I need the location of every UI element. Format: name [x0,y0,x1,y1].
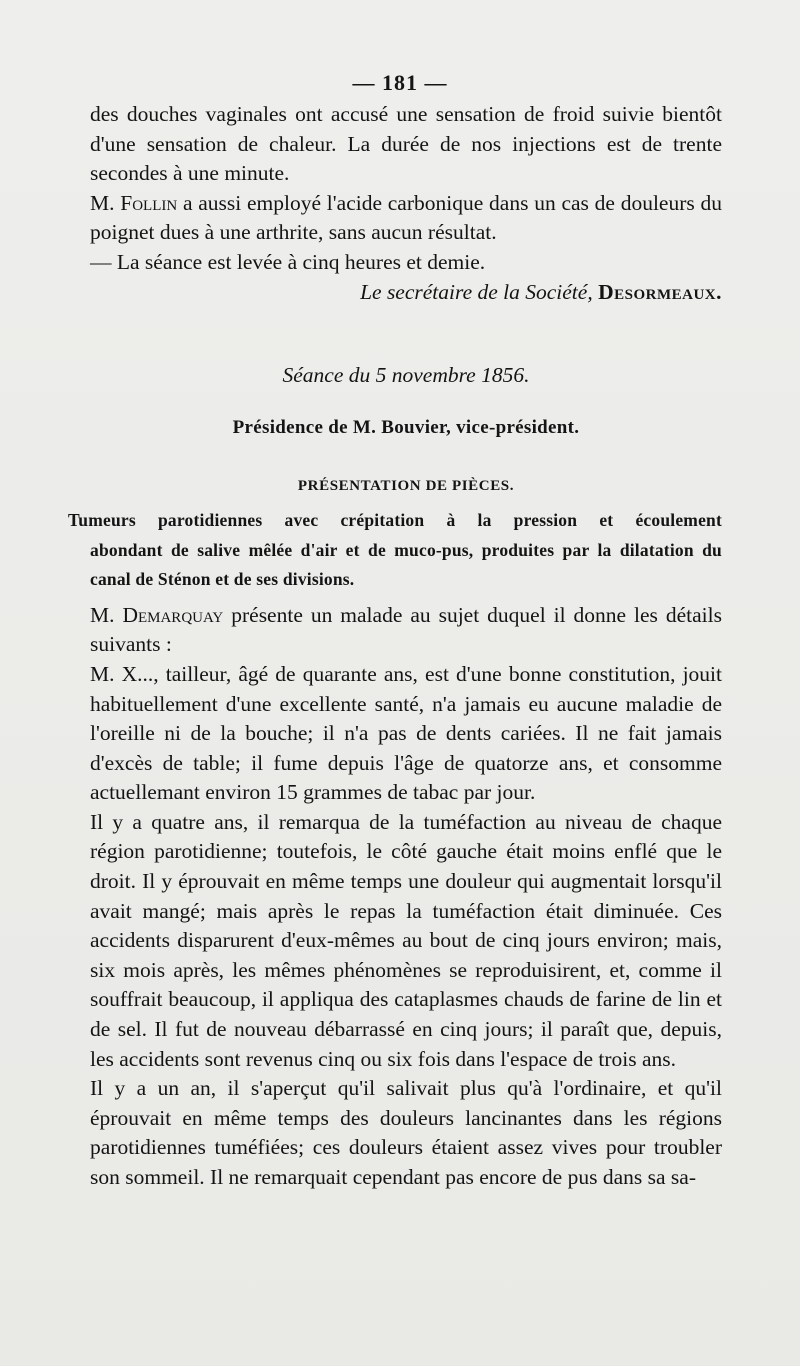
seance-heading: Séance du 5 novembre 1856. [282,363,530,388]
text-top [68,100,723,1193]
follin-name: M. Follin [90,190,178,215]
body-paragraph-3: Il y a un an, il s'aperçut qu'il salivait plus qu'à l'ordinaire, et qu'il éprouvait en même temps des douleurs lancinantes dans les régions parotidiennes tuméfiées; ces douleurs étaient assez vives pour troubler son sommeil. Il ne remarquait cependant pas encore de pus dans sa sa- [90,1076,722,1189]
subject-rest: abondant de salive mêlée d'air et de muco-pus, produites par la dilatation du canal de Sténon et de ses divisions. [90,539,722,590]
signature: Le secrétaire de la Société, Desormeaux. [360,279,722,304]
demarquay-text: présente un malade au sujet duquel il donne les détails suivants : [90,602,722,657]
body-paragraph-2: Il y a quatre ans, il remarqua de la tuméfaction au niveau de chaque région parotidienne; toutefois, le côté gauche était moins enflé que le droit. Il y éprouvait en même temps une douleur qui augmentait lorsqu'il avait mangé; mais après le repas la tuméfaction était diminuée. Ces accidents disparurent d'eux-mêmes au bout de cinq jours environ; mais, six mois après, les mêmes phénomènes se reproduisirent, et, comme il souffrait beaucoup, il appliqua des cataplasmes chauds de farine de lin et de sel. Il fut de nouveau débarrassé en cinq jours; il paraît que, depuis, les accidents sont revenus cinq ou six fois dans l'espace de trois ans. [90,809,722,1071]
follin-paragraph [90,189,722,248]
body-paragraph-1: M. X..., tailleur, âgé de quarante ans, est d'une bonne constitution, jouit habituellement d'une excellente santé, n'a jamais eu aucune maladie de l'oreille ni de la bouche; il n'a pas de dents cariées. Il ne fait jamais d'excès de table; il fume depuis l'âge de quatorze ans, et consomme actuellemant environ 15 grammes de tabac par jour. [90,661,722,805]
signature-label: Le secrétaire de la Société [360,279,588,304]
subject-heading [68,506,722,595]
demarquay-name: M. Demarquay [90,602,224,627]
page-number: — 181 — [352,70,448,95]
closing-line: — La séance est levée à cinq heures et demie. [90,249,486,274]
subject-first-line: Tumeurs parotidiennes avec crépitation à la pression et écoulement [68,509,722,530]
follin-text: a aussi employé l'acide carbonique dans un cas de douleurs du poignet dues à une arthrite, sans aucun résultat. [90,190,723,245]
section-heading: PRÉSENTATION DE PIÈCES. [297,478,515,495]
signature-name: Desormeaux. [598,279,722,304]
demarquay-paragraph [90,601,722,660]
intro-paragraph: des douches vaginales ont accusé une sensation de froid suivie bientôt d'une sensation de chaleur. La durée de nos injections est de trente secondes à une minute. [90,102,722,186]
presidence-heading: Présidence de M. Bouvier, vice-président. [232,416,580,438]
